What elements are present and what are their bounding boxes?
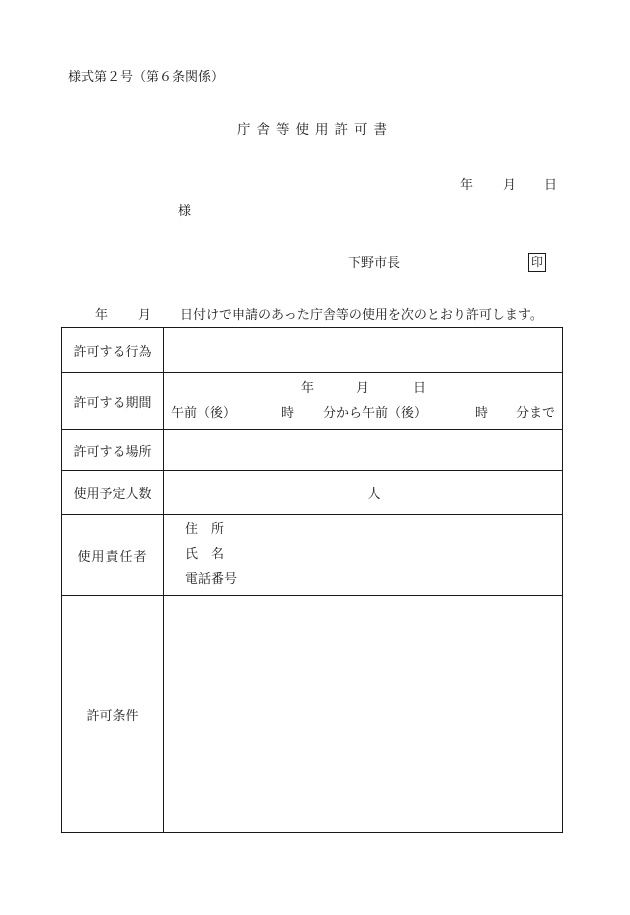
row-period bbox=[62, 373, 563, 430]
row-responsible bbox=[62, 515, 563, 596]
intro-year-label: 年 bbox=[95, 308, 109, 323]
row-headcount bbox=[62, 471, 563, 515]
period-label: 許可する期間 bbox=[62, 373, 164, 430]
period-start-ampm: 午前（後） bbox=[171, 406, 237, 421]
permit-table bbox=[61, 327, 563, 833]
responsible-value bbox=[164, 515, 563, 596]
responsible-address-label: 住 所 bbox=[185, 522, 225, 537]
issuer-name: 下野市長 bbox=[348, 256, 401, 271]
period-value bbox=[164, 373, 563, 430]
issue-date bbox=[460, 179, 557, 192]
date-year-label: 年 bbox=[460, 178, 474, 193]
period-from-text: 分から午前（後） bbox=[323, 406, 428, 421]
headcount-unit: 人 bbox=[367, 487, 381, 502]
place-value bbox=[164, 430, 563, 471]
responsible-name-label: 氏 名 bbox=[185, 547, 225, 562]
responsible-phone-label: 電話番号 bbox=[185, 572, 238, 587]
intro-sentence bbox=[95, 309, 543, 322]
row-place bbox=[62, 430, 563, 471]
date-month-label: 月 bbox=[503, 178, 517, 193]
activity-label: 許可する行為 bbox=[62, 328, 164, 373]
period-month: 月 bbox=[356, 381, 370, 396]
form-number: 様式第２号（第６条関係） bbox=[68, 70, 225, 85]
document-title: 庁舎等使用許可書 bbox=[237, 122, 393, 138]
conditions-label: 許可条件 bbox=[62, 596, 164, 833]
seal-mark: 印 bbox=[528, 253, 546, 272]
date-day-label: 日 bbox=[544, 178, 558, 193]
period-day: 日 bbox=[413, 381, 427, 396]
addressee-suffix: 様 bbox=[178, 204, 192, 219]
row-activity bbox=[62, 328, 563, 373]
conditions-value bbox=[164, 596, 563, 833]
headcount-value bbox=[164, 471, 563, 515]
intro-text: 日付けで申請のあった庁舎等の使用を次のとおり許可します。 bbox=[180, 308, 543, 323]
intro-month-label: 月 bbox=[138, 308, 152, 323]
period-until-text: 分まで bbox=[516, 406, 556, 421]
responsible-label: 使用責任者 bbox=[62, 515, 164, 596]
period-start-hour: 時 bbox=[281, 406, 295, 421]
headcount-label: 使用予定人数 bbox=[62, 471, 164, 515]
place-label: 許可する場所 bbox=[62, 430, 164, 471]
activity-value bbox=[164, 328, 563, 373]
period-year: 年 bbox=[301, 381, 315, 396]
period-end-hour: 時 bbox=[475, 406, 489, 421]
row-conditions bbox=[62, 596, 563, 833]
